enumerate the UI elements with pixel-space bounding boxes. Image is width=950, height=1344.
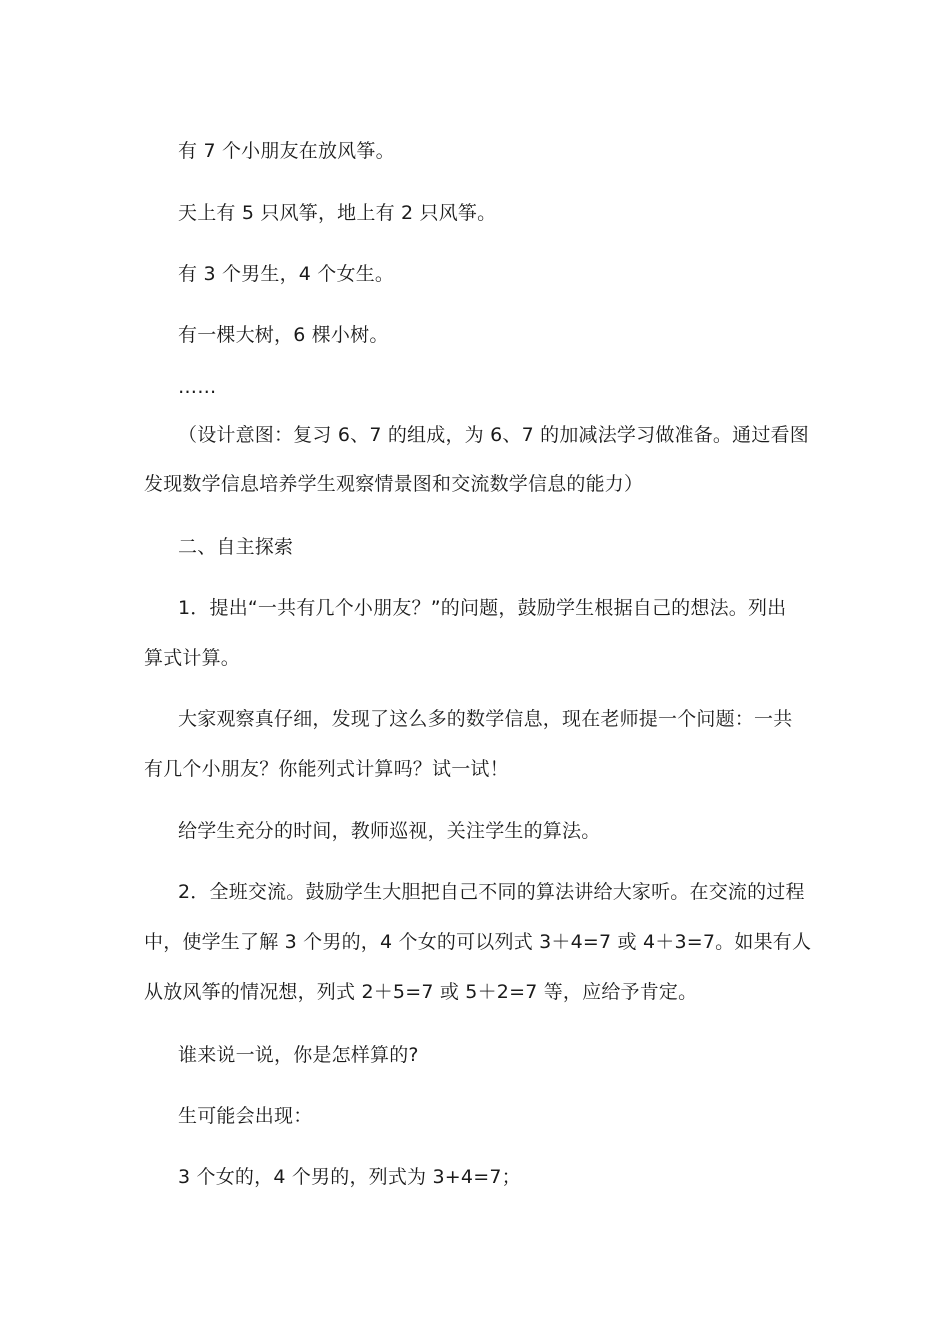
text-line-step2-2: 中，使学生了解 3 个男的，4 个女的可以列式 3＋4=7 或 4＋3=7。如果有人 (144, 931, 812, 953)
text-line-who-explains: 谁来说一说，你是怎样算的? (178, 1044, 419, 1066)
text-line-step1-1: 1．提出“一共有几个小朋友？”的问题，鼓励学生根据自己的想法。列出 (178, 597, 787, 619)
text-line-students-may: 生可能会出现： (178, 1105, 313, 1127)
text-line-teacher-question-2: 有几个小朋友？你能列式计算吗？试一试！ (144, 758, 509, 780)
text-line-trees: 有一棵大树，6 棵小树。 (178, 324, 389, 346)
text-line-give-time: 给学生充分的时间，教师巡视，关注学生的算法。 (178, 820, 601, 842)
text-line-teacher-question-1: 大家观察真仔细，发现了这么多的数学信息，现在老师提一个问题：一共 (178, 708, 793, 730)
text-line-step1-2: 算式计算。 (144, 647, 241, 669)
text-line-kites-sky-ground: 天上有 5 只风筝，地上有 2 只风筝。 (178, 202, 497, 224)
text-line-kites-children: 有 7 个小朋友在放风筝。 (178, 140, 395, 162)
section-heading-self-exploration: 二、自主探索 (178, 536, 294, 558)
text-line-equation-example: 3 个女的，4 个男的，列式为 3+4=7； (178, 1166, 521, 1188)
text-line-design-intent-1: （设计意图：复习 6、7 的组成，为 6、7 的加减法学习做准备。通过看图 (178, 424, 809, 446)
text-line-design-intent-2: 发现数学信息培养学生观察情景图和交流数学信息的能力） (144, 473, 644, 495)
text-line-step2-1: 2．全班交流。鼓励学生大胆把自己不同的算法讲给大家听。在交流的过程 (178, 881, 805, 903)
text-line-step2-3: 从放风筝的情况想，列式 2＋5=7 或 5＋2=7 等，应给予肯定。 (144, 981, 698, 1003)
text-line-boys-girls: 有 3 个男生，4 个女生。 (178, 263, 395, 285)
text-line-ellipsis: …… (178, 376, 217, 398)
